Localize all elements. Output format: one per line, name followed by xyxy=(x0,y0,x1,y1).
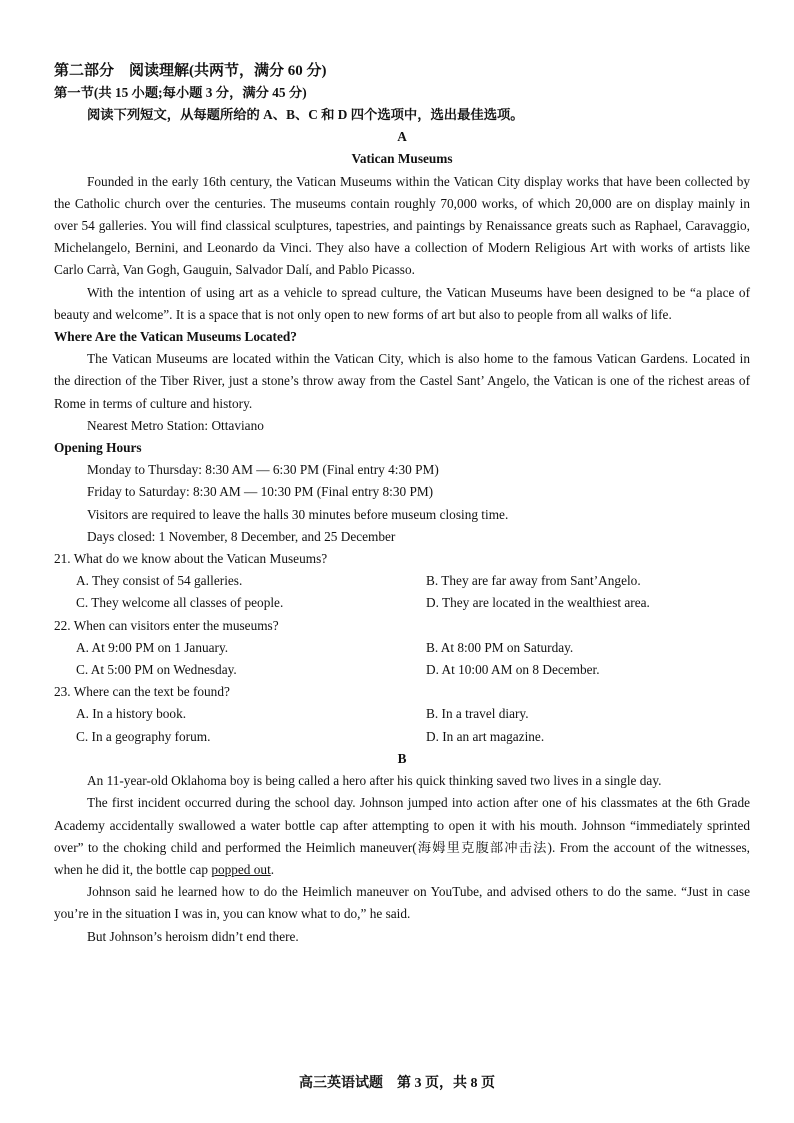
passage-b-letter: B xyxy=(397,750,407,766)
option-b: B. They are far away from Sant’Angelo. xyxy=(426,573,641,589)
passage-a-paragraph-1: Founded in the early 16th century, the Vatican Museums within the Vatican City display works that have been collected by the Catholic church over the centuries. The museums contain roughly 70,000 works, of which 20,000 are on display mainly in over 54 galleries. You will find classical sculptures, tapestries, and paintings by Renaissance greats such as Raphael, Caravaggio, Michelangelo, Bernini, and Leonardo da Vinci. They also have a collection of Modern Religious Art with works of artists like Carlo Carrà, Van Gogh, Gauguin, Salvador Dalí, and Pablo Picasso. xyxy=(54,173,750,278)
hours-heading: Opening Hours xyxy=(54,440,142,456)
option-b: B. In a travel diary. xyxy=(426,706,529,722)
hours-weekend: Friday to Saturday: 8:30 AM — 10:30 PM (Final entry 8:30 PM) xyxy=(87,484,434,500)
hours-weekday: Monday to Thursday: 8:30 AM — 6:30 PM (Final entry 4:30 PM) xyxy=(87,462,439,478)
option-d: D. At 10:00 AM on 8 December. xyxy=(426,662,600,678)
paragraph-end: . xyxy=(270,861,275,877)
passage-b-paragraph-3: Johnson said he learned how to do the Heimlich maneuver on YouTube, and advised others to do the same. “Just in case you’re in the situation I was in, you can know what to do,” he said. xyxy=(54,884,750,922)
question-22 xyxy=(54,615,750,682)
option-d: D. They are located in the wealthiest area. xyxy=(426,595,650,611)
passage-b-paragraph-2 xyxy=(54,792,750,881)
question-stem: 22. When can visitors enter the museums? xyxy=(54,617,279,633)
underlined-phrase: popped out xyxy=(211,861,271,877)
option-a: A. They consist of 54 galleries. xyxy=(76,573,243,589)
option-c: C. They welcome all classes of people. xyxy=(76,595,284,611)
passage-a-paragraph-3: The Vatican Museums are located within the Vatican City, which is also home to the famous Vatican Gardens. Located in the direction of the Tiber River, just a stone’s throw away from the Castel Sant’ Angelo, the Vatican is one of the richest areas of Rome in terms of culture and history. xyxy=(54,351,750,411)
instruction: 阅读下列短文，从每题所给的 A、B、C 和 D 四个选项中，选出最佳选项。 xyxy=(87,107,524,122)
option-d: D. In an art magazine. xyxy=(426,728,545,744)
days-closed: Days closed: 1 November, 8 December, and 25 December xyxy=(87,528,396,544)
section-heading: 第一节(共 15 小题;每小题 3 分，满分 45 分) xyxy=(54,85,307,100)
question-23 xyxy=(54,681,750,748)
exam-page xyxy=(54,60,750,948)
passage-a-paragraph-2: With the intention of using art as a vehicle to spread culture, the Vatican Museums have been designed to be “a place of beauty and welcome”. It is a space that is not only open to new forms of art but also to people from all walks of life. xyxy=(54,284,750,322)
part-heading: 第二部分 阅读理解(共两节，满分 60 分) xyxy=(54,63,327,79)
question-stem: 23. Where can the text be found? xyxy=(54,684,230,700)
option-a: A. At 9:00 PM on 1 January. xyxy=(76,639,229,655)
hours-notice: Visitors are required to leave the halls 30 minutes before museum closing time. xyxy=(87,506,509,522)
passage-a-title: Vatican Museums xyxy=(351,151,453,167)
option-b: B. At 8:00 PM on Saturday. xyxy=(426,639,574,655)
passage-a-letter: A xyxy=(397,129,407,145)
passage-b-paragraph-1: An 11-year-old Oklahoma boy is being called a hero after his quick thinking saved two lives in a single day. xyxy=(87,773,662,789)
option-a: A. In a history book. xyxy=(76,706,187,722)
option-c: C. At 5:00 PM on Wednesday. xyxy=(76,662,237,678)
paragraph-text: The first incident occurred during the school day. Johnson jumped into action after one of his classmates at the 6th Grade Academy accidentally swallowed a water bottle cap after attempting to open it with his mouth. Johnson “immediately sprinted over” to the choking child and performed the Heimlich maneuver(海姆里克腹部冲击法). From the account of the witnesses, when he did it, the bottle cap xyxy=(54,795,750,877)
location-heading: Where Are the Vatican Museums Located? xyxy=(54,329,297,345)
question-21 xyxy=(54,548,750,615)
metro-station: Nearest Metro Station: Ottaviano xyxy=(87,417,264,433)
question-stem: 21. What do we know about the Vatican Museums? xyxy=(54,551,328,567)
option-c: C. In a geography forum. xyxy=(76,728,211,744)
page-footer: 高三英语试题 第 3 页，共 8 页 xyxy=(299,1076,495,1091)
passage-b-paragraph-4: But Johnson’s heroism didn’t end there. xyxy=(87,928,299,944)
